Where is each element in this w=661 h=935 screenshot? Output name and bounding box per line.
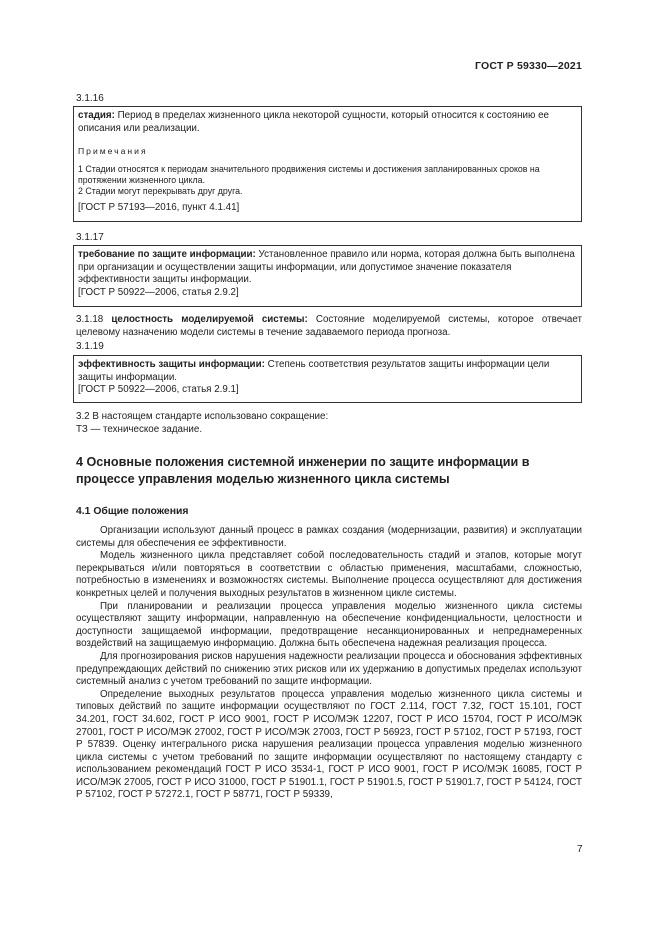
definition-box-3-1-16 bbox=[73, 106, 582, 222]
clause-number: 3.1.18 bbox=[76, 314, 104, 325]
note-1: 1 Стадии относятся к периодам значительного продвижения системы и достижения запланированных сроков на протяжении жизненного цикла. bbox=[78, 163, 540, 185]
abbreviation-item: ТЗ — техническое задание. bbox=[76, 423, 203, 435]
abbreviations-intro: 3.2 В настоящем стандарте использовано сокращение: bbox=[76, 411, 329, 422]
definition-body: Степень соответствия результатов защиты информации цели защиты информации. bbox=[78, 359, 550, 383]
section-body bbox=[76, 525, 582, 802]
term: стадия: bbox=[78, 110, 115, 121]
term: целостность моделируемой системы: bbox=[111, 314, 308, 325]
definition-body: Период в пределах жизненного цикла некоторой сущности, который относится к состоянию ее описания или реализации. bbox=[78, 110, 549, 134]
paragraph: При планировании и реализации процесса управления моделью жизненного цикла системы осуществляют защиту информации, направленную на обеспечение конфиденциальности, целостности и доступности защищаемой информации, предотвращение несанкционированных и непреднамеренных воздействий на защищаемую информацию. Должна быть обеспечена надежная реализация процесса. bbox=[76, 600, 582, 650]
reference: [ГОСТ Р 57193—2016, пункт 4.1.41] bbox=[78, 201, 240, 213]
paragraph: Определение выходных результатов процесса управления моделью жизненного цикла системы и типовых действий по защите информации осуществляют по ГОСТ 2.114, ГОСТ 7.32, ГОСТ 15.101, ГОСТ 34.201, ГОСТ 34.602, ГОСТ Р ИСО 9001, ГОСТ Р ИСО/МЭК 12207, ГОСТ Р ИСО 15704, ГОСТ Р ИСО/МЭК 27001, ГОСТ Р ИСО/МЭК 27002, ГОСТ Р ИСО/МЭК 27003, ГОСТ Р 56923, ГОСТ Р 57102, ГОСТ Р 57193, ГОСТ Р 57839. Оценку интегрального риска нарушения реализации процесса управления моделью жизненного цикла системы с учетом требований по защите информации осуществляют по настоящему стандарту с использованием рекомендаций ГОСТ Р ИСО 3534-1, ГОСТ Р ИСО 9001, ГОСТ Р ИСО/МЭК 16085, ГОСТ Р ИСО/МЭК 27005, ГОСТ Р ИСО 31000, ГОСТ Р 51901.1, ГОСТ Р 51901.5, ГОСТ Р 51901.7, ГОСТ Р 54124, ГОСТ Р 57102, ГОСТ Р 57272.1, ГОСТ Р 58771, ГОСТ Р 59339, bbox=[76, 688, 582, 801]
reference: [ГОСТ Р 50922—2006, статья 2.9.2] bbox=[78, 286, 239, 298]
paragraph: Организации используют данный процесс в рамках создания (модернизации, развития) и эксплуатации системы для обеспечения ее эффективности. bbox=[76, 525, 582, 549]
definition-3-1-18 bbox=[76, 314, 582, 339]
definition-text bbox=[78, 249, 576, 287]
clause-number: 3.1.17 bbox=[76, 232, 104, 243]
term: эффективность защиты информации: bbox=[78, 359, 265, 370]
definition-body: Установленное правило или норма, которая должна быть выполнена при организации и осуществлении защиты информации, или допустимое значение показателя эффективности защиты информации. bbox=[78, 249, 575, 286]
abbreviations bbox=[76, 411, 582, 436]
term: требование по защите информации: bbox=[78, 249, 256, 260]
clause-number: 3.1.16 bbox=[76, 93, 104, 104]
notes-title: Примечания bbox=[78, 146, 148, 157]
paragraph: Для прогнозирования рисков нарушения надежности реализации процесса и обоснования эффективных предупреждающих действий по снижению этих рисков или их удержанию в допустимых пределах используют системный анализ с учетом требований по защите информации. bbox=[76, 650, 582, 688]
subsection-heading: 4.1 Общие положения bbox=[76, 506, 189, 517]
definition-body: Состояние моделируемой системы, которое отвечает целевому назначению модели системы в течение задаваемого периода прогноза. bbox=[76, 314, 582, 338]
paragraph: Модель жизненного цикла представляет собой последовательность стадий и этапов, которые могут перекрываться и/или повторяться в соответствии с областью применения, масштабами, сложностью, потребностью в изменениях и возможностях системы. Выполнение процесса осуществляют для достижения конкретных целей и получения выходных результатов в жизненном цикле системы. bbox=[76, 550, 582, 599]
definition-text bbox=[78, 359, 576, 384]
clause-number: 3.1.19 bbox=[76, 341, 104, 352]
page-number: 7 bbox=[577, 844, 583, 855]
definition-text bbox=[78, 110, 576, 135]
definition-box-3-1-17 bbox=[73, 245, 582, 307]
note-2: 2 Стадии могут перекрывать друг друга. bbox=[78, 185, 243, 196]
reference: [ГОСТ Р 50922—2006, статья 2.9.1] bbox=[78, 384, 239, 396]
section-heading: 4 Основные положения системной инженерии по защите информации в процессе управления моделью жизненного цикла системы bbox=[76, 455, 530, 486]
definition-box-3-1-19 bbox=[73, 355, 582, 403]
document-header: ГОСТ Р 59330—2021 bbox=[474, 60, 582, 72]
